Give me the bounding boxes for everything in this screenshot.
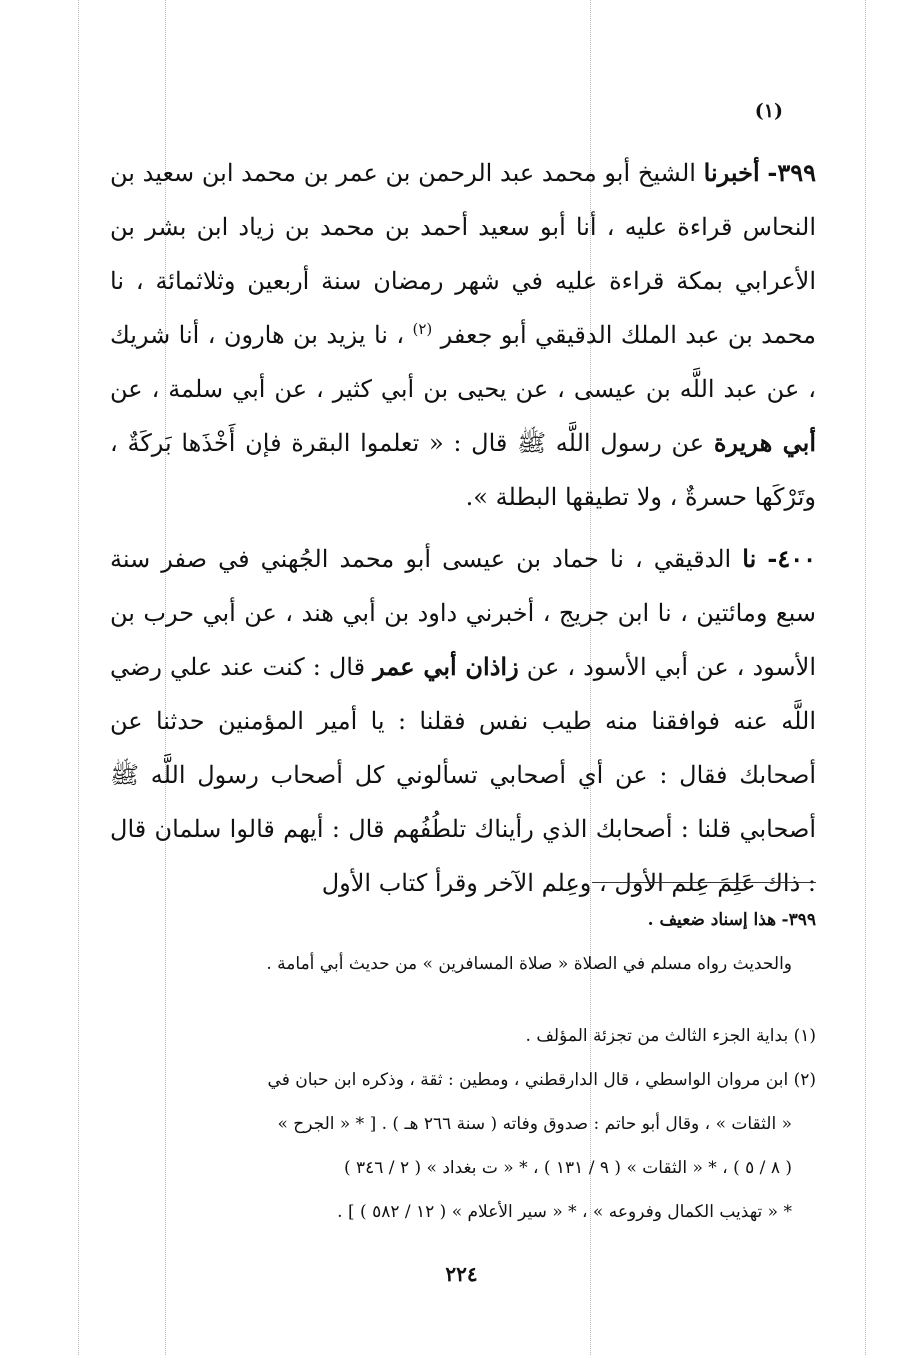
hadith-paragraph-400 <box>110 532 816 910</box>
isnad-text: ، نا يزيد بن هارون ، أنا شريك ، عن عبد اللَّه بن عيسى ، عن يحيى بن أبي كثير ، عن أبي سلمة ، عن <box>110 321 816 403</box>
footnote-2-line: « الثقات » ، وقال أبو حاتم : صدوق وفاته ( سنة ٢٦٦ هـ ) . [ * « الجرح » <box>277 1114 792 1134</box>
isnad-text: الشيخ أبو محمد عبد الرحمن بن عمر بن محمد ابن سعيد بن النحاس قراءة عليه ، أنا أبو سعيد أحمد بن محمد بن زياد ابن بشر بن الأعرابي بمكة قراءة عليه في شهر رمضان سنة أربعين وثلاثمائة ، نا محمد بن عبد الملك الدقيقي أبو جعفر <box>110 159 816 349</box>
narration-lead: نا <box>742 544 757 573</box>
footnote-2-line: * « تهذيب الكمال وفروعه » ، * « سير الأعلام » ( ١٢ / ٥٨٢ ) ] . <box>337 1202 792 1222</box>
matn-text: عن رسول اللَّه ﷺ قال : « تعلموا البقرة فإن أَخْذَها بَركَةٌ ، وتَرْكَها حسرةٌ ، ولا تطيقها البطلة ». <box>110 429 816 511</box>
footnote-1: (١) بداية الجزء الثالث من تجزئة المؤلف . <box>525 1026 816 1046</box>
takhrij-number: ٣٩٩- <box>781 910 816 930</box>
takhrij-detail: والحديث رواه مسلم في الصلاة « صلاة المسافرين » من حديث أبي أمامة . <box>266 954 792 974</box>
matn-text: قال : كنت عند علي رضي اللَّه عنه فوافقنا منه طيب نفس فقلنا : يا أمير المؤمنين حدثنا عن أصحابك فقال : عن أي أصحابي تسألوني كل أصحاب رسول اللَّه ﷺ أصحابي قلنا : أصحابك الذي رأيناك تلطُفُهم قال : أيهم قالوا سلمان قال : ذاك عَلِمَ عِلم الأول ، وعِلم الآخر وقرأ كتاب الأول <box>110 653 816 897</box>
takhrij-grade: هذا إسناد ضعيف . <box>647 910 777 930</box>
hadith-paragraph-399 <box>110 146 816 524</box>
main-text <box>110 146 816 910</box>
footnote-ref: (٢) <box>412 320 433 338</box>
hadith-number: ٤٠٠- <box>767 544 816 573</box>
scan-guide-line <box>865 0 866 1355</box>
footnote-2-line: (٢) ابن مروان الواسطي ، قال الدارقطني ، ومطين : ثقة ، وذكره ابن حبان في <box>267 1070 816 1090</box>
page-number: ٢٢٤ <box>445 1262 478 1286</box>
narrator-name: زاذان أبي عمر <box>373 652 519 681</box>
part-marker: (١) <box>754 100 783 122</box>
isnad-text: الدقيقي ، نا حماد بن عيسى أبو محمد الجُهني في صفر سنة سبع ومائتين ، نا ابن جريج ، أخبرني داود بن أبي هند ، عن أبي حرب بن الأسود ، عن أبي الأسود ، عن <box>110 545 816 681</box>
footnote-divider <box>592 882 816 883</box>
narration-lead: أخبرنا <box>703 158 760 187</box>
narrator-name: أبي هريرة <box>713 428 817 457</box>
hadith-number: ٣٩٩- <box>767 158 816 187</box>
takhrij-notes <box>110 898 816 986</box>
takhrij-grade-line <box>110 898 816 942</box>
footnotes <box>110 1014 816 1234</box>
footnote-2-line: ( ٨ / ٥ ) ، * « الثقات » ( ٩ / ١٣١ ) ، * « ت بغداد » ( ٢ / ٣٤٦ ) <box>343 1158 792 1178</box>
scan-guide-line <box>78 0 79 1355</box>
